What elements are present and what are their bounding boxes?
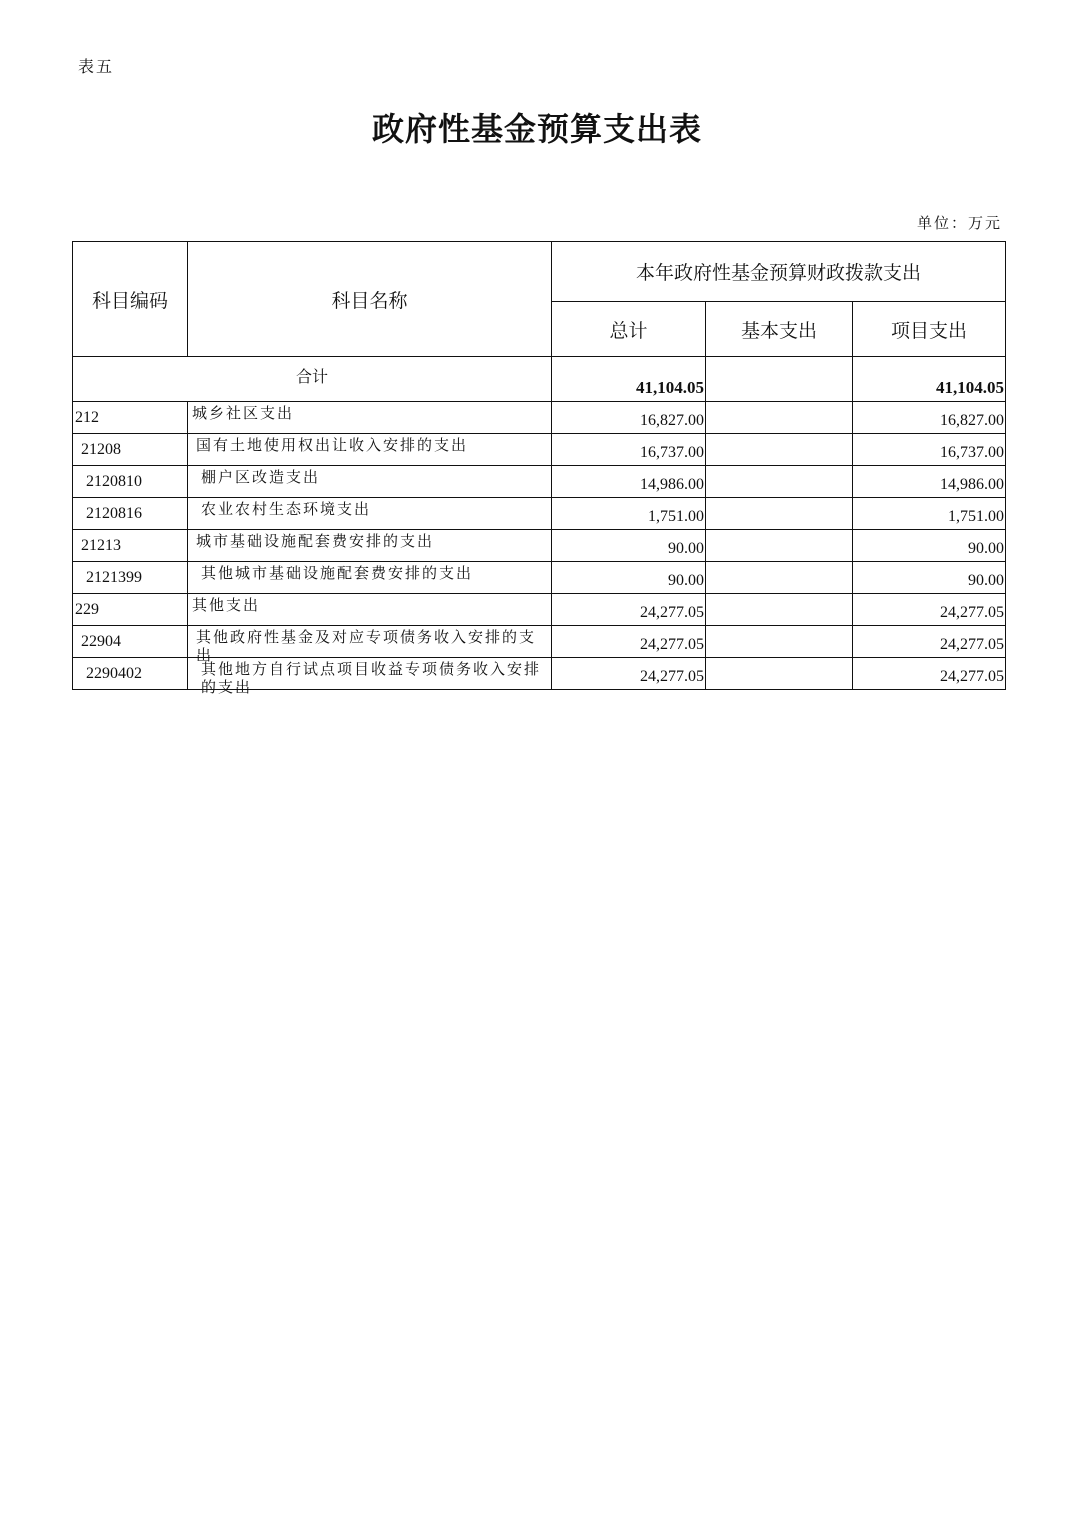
row-code: 212	[73, 402, 188, 434]
row-basic	[706, 594, 853, 626]
row-total: 1,751.00	[552, 498, 706, 530]
row-name: 城乡社区支出	[188, 402, 552, 434]
row-basic	[706, 562, 853, 594]
row-code: 2121399	[73, 562, 188, 594]
row-code: 21208	[73, 434, 188, 466]
table-row	[73, 530, 1006, 562]
row-total: 16,737.00	[552, 434, 706, 466]
header-group: 本年政府性基金预算财政拨款支出	[552, 242, 1006, 302]
row-code: 22904	[73, 626, 188, 658]
row-name: 其他政府性基金及对应专项债务收入安排的支出	[188, 626, 552, 658]
row-code: 2290402	[73, 658, 188, 690]
table-row	[73, 658, 1006, 690]
header-code: 科目编码	[73, 242, 188, 357]
row-basic	[706, 626, 853, 658]
table-row	[73, 402, 1006, 434]
table-row	[73, 466, 1006, 498]
row-name: 其他城市基础设施配套费安排的支出	[188, 562, 552, 594]
row-project: 14,986.00	[853, 466, 1006, 498]
row-basic	[706, 530, 853, 562]
row-project: 90.00	[853, 530, 1006, 562]
summary-basic	[706, 357, 853, 402]
row-total: 24,277.05	[552, 594, 706, 626]
header-total: 总计	[552, 302, 706, 357]
row-total: 16,827.00	[552, 402, 706, 434]
row-project: 1,751.00	[853, 498, 1006, 530]
page-title: 政府性基金预算支出表	[371, 110, 702, 148]
row-basic	[706, 658, 853, 690]
row-name: 其他地方自行试点项目收益专项债务收入安排的支出	[188, 658, 552, 690]
table-row	[73, 498, 1006, 530]
unit-label: 单位：万元	[916, 214, 1002, 232]
row-project: 24,277.05	[853, 594, 1006, 626]
summary-total: 41,104.05	[552, 357, 706, 402]
row-total: 90.00	[552, 530, 706, 562]
summary-row	[73, 357, 1006, 402]
budget-table	[72, 241, 1006, 696]
summary-label: 合计	[73, 357, 552, 402]
row-basic	[706, 402, 853, 434]
row-name: 农业农村生态环境支出	[188, 498, 552, 530]
table-row	[73, 562, 1006, 594]
row-name: 棚户区改造支出	[188, 466, 552, 498]
row-name: 国有土地使用权出让收入安排的支出	[188, 434, 552, 466]
row-code: 229	[73, 594, 188, 626]
header-project: 项目支出	[853, 302, 1006, 357]
row-total: 24,277.05	[552, 658, 706, 690]
row-project: 90.00	[853, 562, 1006, 594]
row-basic	[706, 466, 853, 498]
row-basic	[706, 434, 853, 466]
table-number-label: 表五	[78, 57, 115, 76]
table-row	[73, 434, 1006, 466]
row-name: 其他支出	[188, 594, 552, 626]
row-total: 90.00	[552, 562, 706, 594]
row-project: 16,827.00	[853, 402, 1006, 434]
row-code: 2120816	[73, 498, 188, 530]
row-name: 城市基础设施配套费安排的支出	[188, 530, 552, 562]
row-project: 16,737.00	[853, 434, 1006, 466]
header-name: 科目名称	[188, 242, 552, 357]
header-basic: 基本支出	[706, 302, 853, 357]
summary-project: 41,104.05	[853, 357, 1006, 402]
table-row	[73, 626, 1006, 658]
row-code: 21213	[73, 530, 188, 562]
row-basic	[706, 498, 853, 530]
row-project: 24,277.05	[853, 658, 1006, 690]
row-project: 24,277.05	[853, 626, 1006, 658]
row-code: 2120810	[73, 466, 188, 498]
table-row	[73, 594, 1006, 626]
row-total: 24,277.05	[552, 626, 706, 658]
row-total: 14,986.00	[552, 466, 706, 498]
